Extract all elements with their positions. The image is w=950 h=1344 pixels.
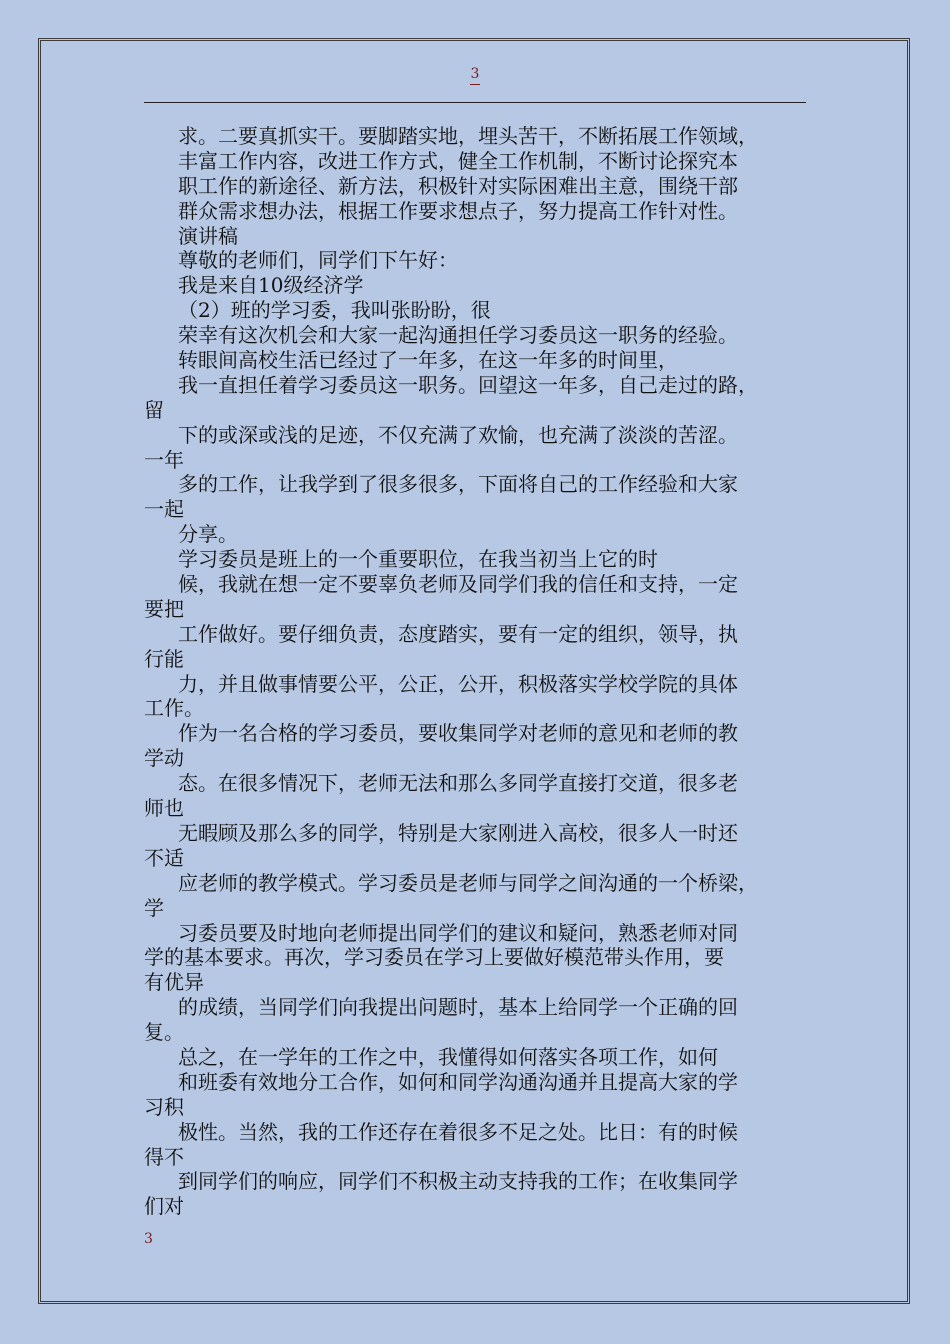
footer-page-number: 3 — [144, 1231, 153, 1247]
text-line: 总之，在一学年的工作之中，我懂得如何落实各项工作，如何 — [178, 1044, 718, 1069]
text-line: （2）班的学习委，我叫张盼盼，很 — [178, 298, 491, 323]
text-line: 留 — [144, 397, 164, 422]
text-line: 尊敬的老师们，同学们下午好： — [178, 248, 458, 273]
header-page-number — [0, 64, 950, 85]
text-line: 分享。 — [178, 522, 238, 547]
text-line: 不适 — [144, 845, 184, 870]
text-line: 习委员要及时地向老师提出同学们的建议和疑问，熟悉老师对同 — [178, 920, 738, 945]
text-line: 演讲稿 — [178, 223, 238, 248]
text-line: 要把 — [144, 596, 184, 621]
text-line: 求。二要真抓实干。要脚踏实地，埋头苦干，不断拓展工作领域， — [178, 124, 758, 148]
document-body — [144, 124, 834, 1219]
text-line: 习积 — [144, 1094, 184, 1119]
text-line: 极性。当然，我的工作还存在着很多不足之处。比日：有的时候 — [178, 1119, 738, 1144]
header-page-number-text: 3 — [470, 64, 481, 85]
text-line: 复。 — [144, 1020, 184, 1045]
text-line: 行能 — [144, 646, 184, 671]
text-line: 和班委有效地分工合作，如何和同学沟通沟通并且提高大家的学 — [178, 1069, 738, 1094]
text-line: 应老师的教学模式。学习委员是老师与同学之间沟通的一个桥梁， — [178, 870, 758, 895]
text-line: 工作做好。要仔细负责，态度踏实，要有一定的组织，领导，执 — [178, 621, 738, 646]
text-line: 学动 — [144, 746, 184, 771]
text-line: 态。在很多情况下，老师无法和那么多同学直接打交道，很多老 — [178, 771, 738, 796]
text-line: 得不 — [144, 1144, 184, 1169]
text-line: 候，我就在想一定不要辜负老师及同学们我的信任和支持，一定 — [178, 572, 738, 597]
text-line: 学习委员是班上的一个重要职位，在我当初当上它的时 — [178, 547, 658, 572]
text-line: 我一直担任着学习委员这一职务。回望这一年多，自己走过的路， — [178, 372, 758, 397]
text-line: 丰富工作内容，改进工作方式，健全工作机制，不断讨论探究本 — [178, 148, 738, 173]
text-line: 力，并且做事情要公平，公正，公开，积极落实学校学院的具体 — [178, 671, 738, 696]
text-line: 们对 — [144, 1194, 184, 1219]
text-line: 荣幸有这次机会和大家一起沟通担任学习委员这一职务的经验。 — [178, 323, 738, 348]
text-line: 我是来自10级经济学 — [178, 273, 364, 298]
text-line: 的成绩，当同学们向我提出问题时，基本上给同学一个正确的回 — [178, 995, 738, 1020]
text-line: 一起 — [144, 497, 184, 522]
text-line: 学 — [144, 895, 164, 920]
text-line: 群众需求想办法，根据工作要求想点子，努力提高工作针对性。 — [178, 198, 738, 223]
text-line: 到同学们的响应，同学们不积极主动支持我的工作；在收集同学 — [178, 1169, 738, 1194]
text-line: 工作。 — [144, 696, 204, 721]
text-line: 无暇顾及那么多的同学，特别是大家刚进入高校，很多人一时还 — [178, 820, 738, 845]
text-line: 师也 — [144, 796, 184, 821]
text-line: 学的基本要求。再次，学习委员在学习上要做好模范带头作用，要 — [144, 945, 724, 970]
text-line: 职工作的新途径、新方法，积极针对实际困难出主意，围绕干部 — [178, 173, 738, 198]
header-divider — [144, 102, 806, 103]
text-line: 有优异 — [144, 970, 204, 995]
text-line: 一年 — [144, 447, 184, 472]
text-line: 多的工作，让我学到了很多很多，下面将自己的工作经验和大家 — [178, 472, 738, 497]
text-line: 转眼间高校生活已经过了一年多，在这一年多的时间里， — [178, 348, 678, 373]
text-line: 作为一名合格的学习委员，要收集同学对老师的意见和老师的教 — [178, 721, 738, 746]
text-line: 下的或深或浅的足迹，不仅充满了欢愉，也充满了淡淡的苦涩。 — [178, 422, 738, 447]
